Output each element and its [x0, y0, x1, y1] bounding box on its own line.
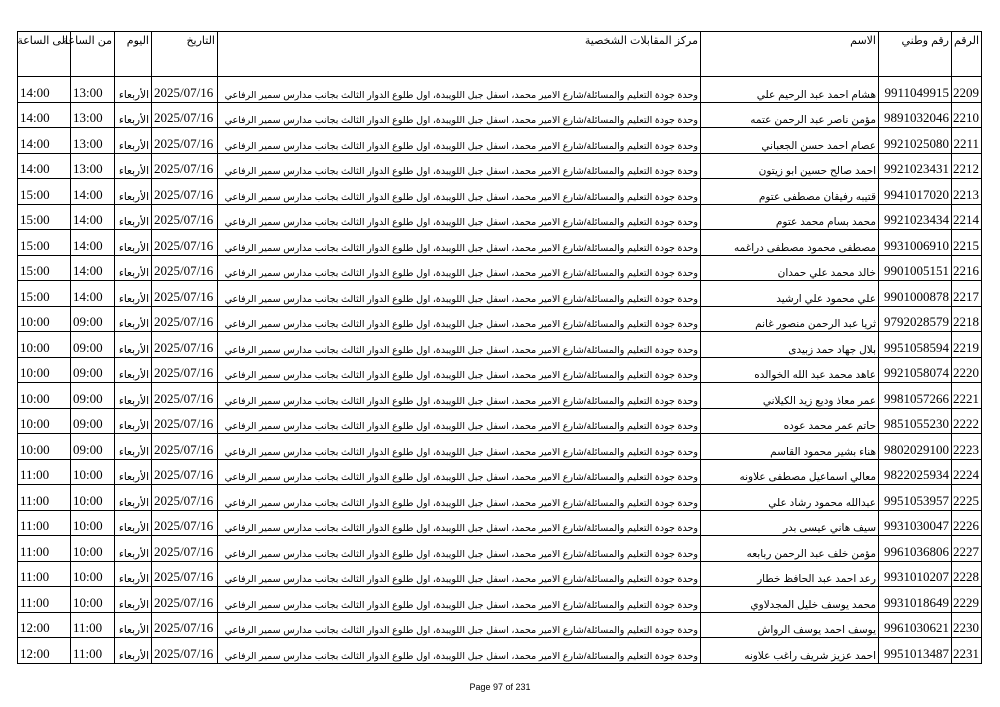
- center-cell: وحدة جودة التعليم والمسائلة/شارع الامير محمد، اسفل جبل اللويبدة، اول طلوع الدوار الثالث بجانب مدارس سمير الرفاعي: [218, 357, 701, 383]
- page-footer: Page 97 of 231: [469, 682, 531, 692]
- national-id-cell: 9822025934: [879, 459, 952, 485]
- center-cell: وحدة جودة التعليم والمسائلة/شارع الامير محمد، اسفل جبل اللويبدة، اول طلوع الدوار الثالث بجانب مدارس سمير الرفاعي: [218, 306, 701, 332]
- national-id-cell: 9951058594: [879, 332, 952, 358]
- table-row: [18, 383, 982, 409]
- day-cell: الأربعاء: [115, 510, 152, 536]
- interview-schedule-table: [17, 31, 982, 664]
- center-cell: وحدة جودة التعليم والمسائلة/شارع الامير محمد، اسفل جبل اللويبدة، اول طلوع الدوار الثالث بجانب مدارس سمير الرفاعي: [218, 179, 701, 205]
- date-cell: 2025/07/16: [152, 357, 218, 383]
- center-cell: وحدة جودة التعليم والمسائلة/شارع الامير محمد، اسفل جبل اللويبدة، اول طلوع الدوار الثالث بجانب مدارس سمير الرفاعي: [218, 587, 701, 613]
- row-number: 2211: [952, 128, 982, 154]
- to-hour-cell: 10:00: [18, 332, 71, 358]
- from-hour-cell: 09:00: [71, 332, 115, 358]
- date-cell: 2025/07/16: [152, 128, 218, 154]
- name-cell: بلال جهاد حمد زبيدى: [701, 332, 879, 358]
- to-hour-cell: 15:00: [18, 255, 71, 281]
- table-row: [18, 536, 982, 562]
- center-cell: وحدة جودة التعليم والمسائلة/شارع الامير محمد، اسفل جبل اللويبدة، اول طلوع الدوار الثالث بجانب مدارس سمير الرفاعي: [218, 332, 701, 358]
- from-hour-cell: 09:00: [71, 357, 115, 383]
- row-number: 2225: [952, 485, 982, 511]
- header-to-hour: الى الساعة: [18, 32, 71, 77]
- national-id-cell: 9931018649: [879, 587, 952, 613]
- center-cell: وحدة جودة التعليم والمسائلة/شارع الامير محمد، اسفل جبل اللويبدة، اول طلوع الدوار الثالث بجانب مدارس سمير الرفاعي: [218, 638, 701, 664]
- name-cell: احمد عزيز شريف راغب علاونه: [701, 638, 879, 664]
- date-cell: 2025/07/16: [152, 485, 218, 511]
- date-cell: 2025/07/16: [152, 77, 218, 103]
- date-cell: 2025/07/16: [152, 306, 218, 332]
- from-hour-cell: 09:00: [71, 408, 115, 434]
- national-id-cell: 9792028579: [879, 306, 952, 332]
- row-number: 2226: [952, 510, 982, 536]
- name-cell: علي محمود علي ارشيد: [701, 281, 879, 307]
- to-hour-cell: 15:00: [18, 204, 71, 230]
- day-cell: الأربعاء: [115, 536, 152, 562]
- date-cell: 2025/07/16: [152, 561, 218, 587]
- row-number: 2213: [952, 179, 982, 205]
- day-cell: الأربعاء: [115, 102, 152, 128]
- row-number: 2214: [952, 204, 982, 230]
- center-cell: وحدة جودة التعليم والمسائلة/شارع الامير محمد، اسفل جبل اللويبدة، اول طلوع الدوار الثالث بجانب مدارس سمير الرفاعي: [218, 612, 701, 638]
- date-cell: 2025/07/16: [152, 230, 218, 256]
- to-hour-cell: 10:00: [18, 434, 71, 460]
- from-hour-cell: 10:00: [71, 510, 115, 536]
- from-hour-cell: 14:00: [71, 204, 115, 230]
- name-cell: معالي اسماعيل مصطفى علاونه: [701, 459, 879, 485]
- table-row: [18, 434, 982, 460]
- from-hour-cell: 10:00: [71, 561, 115, 587]
- center-cell: وحدة جودة التعليم والمسائلة/شارع الامير محمد، اسفل جبل اللويبدة، اول طلوع الدوار الثالث بجانب مدارس سمير الرفاعي: [218, 77, 701, 103]
- name-cell: عمر معاذ وديع زيد الكيلاني: [701, 383, 879, 409]
- to-hour-cell: 14:00: [18, 77, 71, 103]
- row-number: 2223: [952, 434, 982, 460]
- from-hour-cell: 10:00: [71, 536, 115, 562]
- from-hour-cell: 13:00: [71, 128, 115, 154]
- national-id-cell: 9901005151: [879, 255, 952, 281]
- date-cell: 2025/07/16: [152, 255, 218, 281]
- date-cell: 2025/07/16: [152, 383, 218, 409]
- national-id-cell: 9891032046: [879, 102, 952, 128]
- name-cell: مصطفى محمود مصطفى دراغمه: [701, 230, 879, 256]
- day-cell: الأربعاء: [115, 357, 152, 383]
- table-row: [18, 153, 982, 179]
- table-row: [18, 561, 982, 587]
- table-row: [18, 128, 982, 154]
- name-cell: عاهد محمد عبد الله الخوالده: [701, 357, 879, 383]
- national-id-cell: 9802029100: [879, 434, 952, 460]
- row-number: 2228: [952, 561, 982, 587]
- from-hour-cell: 09:00: [71, 434, 115, 460]
- date-cell: 2025/07/16: [152, 153, 218, 179]
- table-row: [18, 179, 982, 205]
- row-number: 2219: [952, 332, 982, 358]
- to-hour-cell: 11:00: [18, 561, 71, 587]
- date-cell: 2025/07/16: [152, 434, 218, 460]
- national-id-cell: 9921058074: [879, 357, 952, 383]
- name-cell: هشام احمد عبد الرحيم علي: [701, 77, 879, 103]
- table-row: [18, 638, 982, 664]
- national-id-cell: 9951013487: [879, 638, 952, 664]
- to-hour-cell: 15:00: [18, 230, 71, 256]
- day-cell: الأربعاء: [115, 485, 152, 511]
- name-cell: رعد احمد عبد الحافظ خطار: [701, 561, 879, 587]
- date-cell: 2025/07/16: [152, 459, 218, 485]
- row-number: 2222: [952, 408, 982, 434]
- to-hour-cell: 10:00: [18, 357, 71, 383]
- national-id-cell: 9921025080: [879, 128, 952, 154]
- table-body: [18, 77, 982, 664]
- center-cell: وحدة جودة التعليم والمسائلة/شارع الامير محمد، اسفل جبل اللويبدة، اول طلوع الدوار الثالث بجانب مدارس سمير الرفاعي: [218, 459, 701, 485]
- center-cell: وحدة جودة التعليم والمسائلة/شارع الامير محمد، اسفل جبل اللويبدة، اول طلوع الدوار الثالث بجانب مدارس سمير الرفاعي: [218, 485, 701, 511]
- name-cell: عبدالله محمود رشاد علي: [701, 485, 879, 511]
- day-cell: الأربعاء: [115, 306, 152, 332]
- header-from-hour: من الساعة: [71, 32, 115, 77]
- to-hour-cell: 10:00: [18, 408, 71, 434]
- from-hour-cell: 11:00: [71, 612, 115, 638]
- table-row: [18, 306, 982, 332]
- table-row: [18, 408, 982, 434]
- table-row: [18, 77, 982, 103]
- name-cell: حاتم عمر محمد عوده: [701, 408, 879, 434]
- date-cell: 2025/07/16: [152, 638, 218, 664]
- schedule-sheet: [17, 31, 981, 664]
- header-national-id: رقم وطني: [879, 32, 952, 77]
- from-hour-cell: 13:00: [71, 153, 115, 179]
- row-number: 2230: [952, 612, 982, 638]
- from-hour-cell: 10:00: [71, 485, 115, 511]
- name-cell: هناء بشير محمود القاسم: [701, 434, 879, 460]
- to-hour-cell: 11:00: [18, 459, 71, 485]
- center-cell: وحدة جودة التعليم والمسائلة/شارع الامير محمد، اسفل جبل اللويبدة، اول طلوع الدوار الثالث بجانب مدارس سمير الرفاعي: [218, 561, 701, 587]
- from-hour-cell: 09:00: [71, 306, 115, 332]
- to-hour-cell: 15:00: [18, 179, 71, 205]
- table-row: [18, 357, 982, 383]
- name-cell: خالد محمد علي حمدان: [701, 255, 879, 281]
- day-cell: الأربعاء: [115, 230, 152, 256]
- national-id-cell: 9901000878: [879, 281, 952, 307]
- national-id-cell: 9931006910: [879, 230, 952, 256]
- table-row: [18, 230, 982, 256]
- table-row: [18, 612, 982, 638]
- row-number: 2212: [952, 153, 982, 179]
- national-id-cell: 9921023431: [879, 153, 952, 179]
- to-hour-cell: 10:00: [18, 306, 71, 332]
- table-row: [18, 485, 982, 511]
- national-id-cell: 9931030047: [879, 510, 952, 536]
- day-cell: الأربعاء: [115, 408, 152, 434]
- center-cell: وحدة جودة التعليم والمسائلة/شارع الامير محمد، اسفل جبل اللويبدة، اول طلوع الدوار الثالث بجانب مدارس سمير الرفاعي: [218, 434, 701, 460]
- name-cell: ثريا عبد الرحمن منصور غانم: [701, 306, 879, 332]
- national-id-cell: 9851055230: [879, 408, 952, 434]
- day-cell: الأربعاء: [115, 179, 152, 205]
- name-cell: محمد يوسف خليل المجدلاوي: [701, 587, 879, 613]
- name-cell: مؤمن خلف عبد الرحمن ربابعه: [701, 536, 879, 562]
- to-hour-cell: 14:00: [18, 102, 71, 128]
- day-cell: الأربعاء: [115, 77, 152, 103]
- row-number: 2221: [952, 383, 982, 409]
- row-number: 2229: [952, 587, 982, 613]
- day-cell: الأربعاء: [115, 459, 152, 485]
- to-hour-cell: 11:00: [18, 510, 71, 536]
- row-number: 2209: [952, 77, 982, 103]
- day-cell: الأربعاء: [115, 153, 152, 179]
- national-id-cell: 9961030621: [879, 612, 952, 638]
- center-cell: وحدة جودة التعليم والمسائلة/شارع الامير محمد، اسفل جبل اللويبدة، اول طلوع الدوار الثالث بجانب مدارس سمير الرفاعي: [218, 102, 701, 128]
- name-cell: قتيبه رفيقان مصطفى عتوم: [701, 179, 879, 205]
- center-cell: وحدة جودة التعليم والمسائلة/شارع الامير محمد، اسفل جبل اللويبدة، اول طلوع الدوار الثالث بجانب مدارس سمير الرفاعي: [218, 383, 701, 409]
- name-cell: يوسف احمد يوسف الرواش: [701, 612, 879, 638]
- table-row: [18, 255, 982, 281]
- national-id-cell: 9921023434: [879, 204, 952, 230]
- center-cell: وحدة جودة التعليم والمسائلة/شارع الامير محمد، اسفل جبل اللويبدة، اول طلوع الدوار الثالث بجانب مدارس سمير الرفاعي: [218, 510, 701, 536]
- row-number: 2231: [952, 638, 982, 664]
- date-cell: 2025/07/16: [152, 204, 218, 230]
- row-number: 2216: [952, 255, 982, 281]
- to-hour-cell: 11:00: [18, 587, 71, 613]
- from-hour-cell: 13:00: [71, 102, 115, 128]
- national-id-cell: 9941017020: [879, 179, 952, 205]
- date-cell: 2025/07/16: [152, 587, 218, 613]
- to-hour-cell: 12:00: [18, 612, 71, 638]
- table-row: [18, 332, 982, 358]
- center-cell: وحدة جودة التعليم والمسائلة/شارع الامير محمد، اسفل جبل اللويبدة، اول طلوع الدوار الثالث بجانب مدارس سمير الرفاعي: [218, 230, 701, 256]
- header-center: مركز المقابلات الشخصية: [218, 32, 701, 77]
- center-cell: وحدة جودة التعليم والمسائلة/شارع الامير محمد، اسفل جبل اللويبدة، اول طلوع الدوار الثالث بجانب مدارس سمير الرفاعي: [218, 408, 701, 434]
- center-cell: وحدة جودة التعليم والمسائلة/شارع الامير محمد، اسفل جبل اللويبدة، اول طلوع الدوار الثالث بجانب مدارس سمير الرفاعي: [218, 536, 701, 562]
- date-cell: 2025/07/16: [152, 408, 218, 434]
- center-cell: وحدة جودة التعليم والمسائلة/شارع الامير محمد، اسفل جبل اللويبدة، اول طلوع الدوار الثالث بجانب مدارس سمير الرفاعي: [218, 128, 701, 154]
- date-cell: 2025/07/16: [152, 102, 218, 128]
- national-id-cell: 9931010207: [879, 561, 952, 587]
- name-cell: سيف هاني عيسى بدر: [701, 510, 879, 536]
- row-number: 2227: [952, 536, 982, 562]
- center-cell: وحدة جودة التعليم والمسائلة/شارع الامير محمد، اسفل جبل اللويبدة، اول طلوع الدوار الثالث بجانب مدارس سمير الرفاعي: [218, 153, 701, 179]
- day-cell: الأربعاء: [115, 612, 152, 638]
- to-hour-cell: 11:00: [18, 485, 71, 511]
- table-row: [18, 459, 982, 485]
- row-number: 2224: [952, 459, 982, 485]
- from-hour-cell: 14:00: [71, 281, 115, 307]
- row-number: 2215: [952, 230, 982, 256]
- from-hour-cell: 10:00: [71, 587, 115, 613]
- day-cell: الأربعاء: [115, 561, 152, 587]
- day-cell: الأربعاء: [115, 255, 152, 281]
- header-day: اليوم: [115, 32, 152, 77]
- day-cell: الأربعاء: [115, 332, 152, 358]
- date-cell: 2025/07/16: [152, 612, 218, 638]
- from-hour-cell: 11:00: [71, 638, 115, 664]
- date-cell: 2025/07/16: [152, 281, 218, 307]
- from-hour-cell: 09:00: [71, 383, 115, 409]
- national-id-cell: 9951053957: [879, 485, 952, 511]
- name-cell: محمد بسام محمد عتوم: [701, 204, 879, 230]
- date-cell: 2025/07/16: [152, 332, 218, 358]
- name-cell: عصام احمد حسن الجعباني: [701, 128, 879, 154]
- date-cell: 2025/07/16: [152, 536, 218, 562]
- to-hour-cell: 15:00: [18, 281, 71, 307]
- header-name: الاسم: [701, 32, 879, 77]
- national-id-cell: 9961036806: [879, 536, 952, 562]
- day-cell: الأربعاء: [115, 383, 152, 409]
- from-hour-cell: 14:00: [71, 179, 115, 205]
- date-cell: 2025/07/16: [152, 510, 218, 536]
- to-hour-cell: 14:00: [18, 153, 71, 179]
- row-number: 2218: [952, 306, 982, 332]
- header-date: التاريخ: [152, 32, 218, 77]
- from-hour-cell: 14:00: [71, 230, 115, 256]
- header-row: [18, 32, 982, 77]
- to-hour-cell: 14:00: [18, 128, 71, 154]
- to-hour-cell: 12:00: [18, 638, 71, 664]
- day-cell: الأربعاء: [115, 638, 152, 664]
- day-cell: الأربعاء: [115, 587, 152, 613]
- day-cell: الأربعاء: [115, 204, 152, 230]
- date-cell: 2025/07/16: [152, 179, 218, 205]
- day-cell: الأربعاء: [115, 128, 152, 154]
- national-id-cell: 9981057266: [879, 383, 952, 409]
- from-hour-cell: 10:00: [71, 459, 115, 485]
- table-row: [18, 587, 982, 613]
- row-number: 2210: [952, 102, 982, 128]
- table-row: [18, 281, 982, 307]
- from-hour-cell: 13:00: [71, 77, 115, 103]
- day-cell: الأربعاء: [115, 434, 152, 460]
- name-cell: مؤمن ناصر عبد الرحمن عتمه: [701, 102, 879, 128]
- table-row: [18, 510, 982, 536]
- table-row: [18, 102, 982, 128]
- center-cell: وحدة جودة التعليم والمسائلة/شارع الامير محمد، اسفل جبل اللويبدة، اول طلوع الدوار الثالث بجانب مدارس سمير الرفاعي: [218, 281, 701, 307]
- name-cell: احمد صالح حسين ابو زيتون: [701, 153, 879, 179]
- row-number: 2217: [952, 281, 982, 307]
- to-hour-cell: 11:00: [18, 536, 71, 562]
- table-row: [18, 204, 982, 230]
- day-cell: الأربعاء: [115, 281, 152, 307]
- header-num: الرقم: [952, 32, 982, 77]
- center-cell: وحدة جودة التعليم والمسائلة/شارع الامير محمد، اسفل جبل اللويبدة، اول طلوع الدوار الثالث بجانب مدارس سمير الرفاعي: [218, 204, 701, 230]
- row-number: 2220: [952, 357, 982, 383]
- center-cell: وحدة جودة التعليم والمسائلة/شارع الامير محمد، اسفل جبل اللويبدة، اول طلوع الدوار الثالث بجانب مدارس سمير الرفاعي: [218, 255, 701, 281]
- national-id-cell: 9911049915: [879, 77, 952, 103]
- to-hour-cell: 10:00: [18, 383, 71, 409]
- from-hour-cell: 14:00: [71, 255, 115, 281]
